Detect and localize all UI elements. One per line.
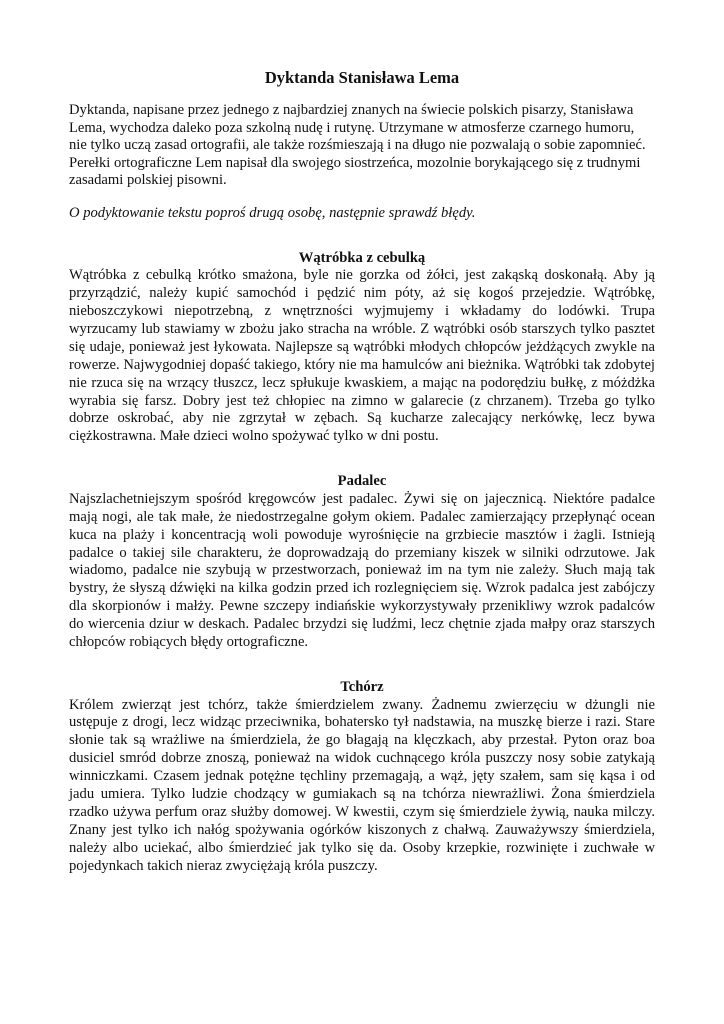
section-body: Królem zwierząt jest tchórz, także śmierdzielem zwany. Żadnemu zwierzęciu w dżungli nie ustępuje z drogi, lecz widząc przeciwnika, bohatersko tył nadstawia, na muszkę bierze i razi. Stare słonie tak są wrażliwe na śmierdziela, że go błagają na klęczkach, aby przestał. Pyton oraz boa dusiciel smród dobrze znoszą, ponieważ na widok cuchnącego króla puszczy nosy sobie zatykają winniczkami. Czasem jednak potężne tęchliny przemagają, a wąż, jęty szałem, sam się kąsa i od jadu umiera. Tylko ludzie chodzący w gumiakach są na tchórza niewrażliwi. Żona śmierdziela rzadko używa perfum oraz służby domowej. W kwestii, czym się śmierdziele żywią, nauka milczy. Znany jest tylko ich nałóg spożywania ogórków kiszonych z chałwą. Zauważywszy śmierdziela, należy albo uciekać, albo śmierdzieć jak tylko się da. Osoby krzepkie, rozwinięte i zuchwałe w pojedynkach takich nieraz zwyciężają króla puszczy. [69, 696, 655, 874]
section-padalec [69, 473, 655, 652]
section-heading: Tchórz [340, 678, 384, 695]
section-tchorz [69, 679, 655, 876]
section-body: Najszlachetniejszym spośród kręgowców jest padalec. Żywi się on jajecznicą. Niektóre padalce mają nogi, ale tak małe, że niedostrzegalne gołym okiem. Padalec zamierzający przepłynąć ocean kuca na plaży i koncentracją woli powoduje wyrośnięcie na grzbiecie masztów i żagli. Istnieją padalce o takiej sile charakteru, że doprowadzają do przemiany kiszek w silniki odrzutowe. Jak wiadomo, padalce nie szybują w przestworzach, ponieważ im na tym nie zależy. Słuch mają tak bystry, że słyszą dźwięki na kilka godzin przed ich rozlegnięciem się. Wzrok padalca jest zabójczy dla skorpionów i małży. Pewne szczepy indiańskie wykorzystywały przenikliwy wzrok padalców do wiercenia dziur w deskach. Padalec brzydzi się ludźmi, lecz chętnie zjada małpy oraz starszych chłopców robiących błędy ortograficzne. [69, 490, 655, 651]
document-title: Dyktanda Stanisława Lema [264, 68, 460, 87]
section-body: Wątróbka z cebulką krótko smażona, byle nie gorzka od żółci, jest zakąską doskonałą. Aby ją przyrządzić, należy kupić samochód i pędzić nim póty, aż się kogoś przejedzie. Wątróbkę, nieboszczykowi niepotrzebną, z wnętrzności wyjmujemy i wkładamy do lodówki. Trupa wyrzucamy lub stawiamy w zbożu jako stracha na wróble. Z wątróbki osób starszych tylko pasztet się udaje, ponieważ jest łykowata. Najlepsze są wątróbki młodych chłopców jeżdżących zwykle na rowerze. Najwygodniej dopaść takiego, który nie ma hamulców ani bieżnika. Wątróbki tak zdobytej nie rzuca się na wrzący tłuszcz, lecz spłukuje kwaskiem, a mając na podorędziu bułkę, z móżdżka wyrabia się farsz. Dobry jest też chłopiec na zimno w galarecie (z chrzanem). Trzeba go tylko dobrze oskrobać, aby nie zgrzytał w zębach. Są kucharze zalecający nerkówkę, lecz bywa ciężkostrawna. Małe dzieci wolno spożywać tylko w dni postu. [69, 267, 655, 445]
section-heading: Wątróbka z cebulką [298, 249, 426, 266]
instruction-text: O podyktowanie tekstu poproś drugą osobę, następnie sprawdź błędy. [69, 204, 476, 221]
section-heading: Padalec [337, 473, 387, 490]
intro-paragraph: Dyktanda, napisane przez jednego z najbardziej znanych na świecie polskich pisarzy, Stanisława Lema, wychodza daleko poza szkolną nudę i rutynę. Utrzymane w atmosferze czarnego humoru, nie tylko uczą zasad ortografii, ale także rozśmieszają i na długo nie pozwalają o sobie zapomnieć. Perełki ortograficzne Lem napisał dla swojego siostrzeńca, mozolnie borykającego się z trudnymi zasadami polskiej pisowni. [69, 102, 646, 189]
section-watrobka [69, 250, 655, 447]
